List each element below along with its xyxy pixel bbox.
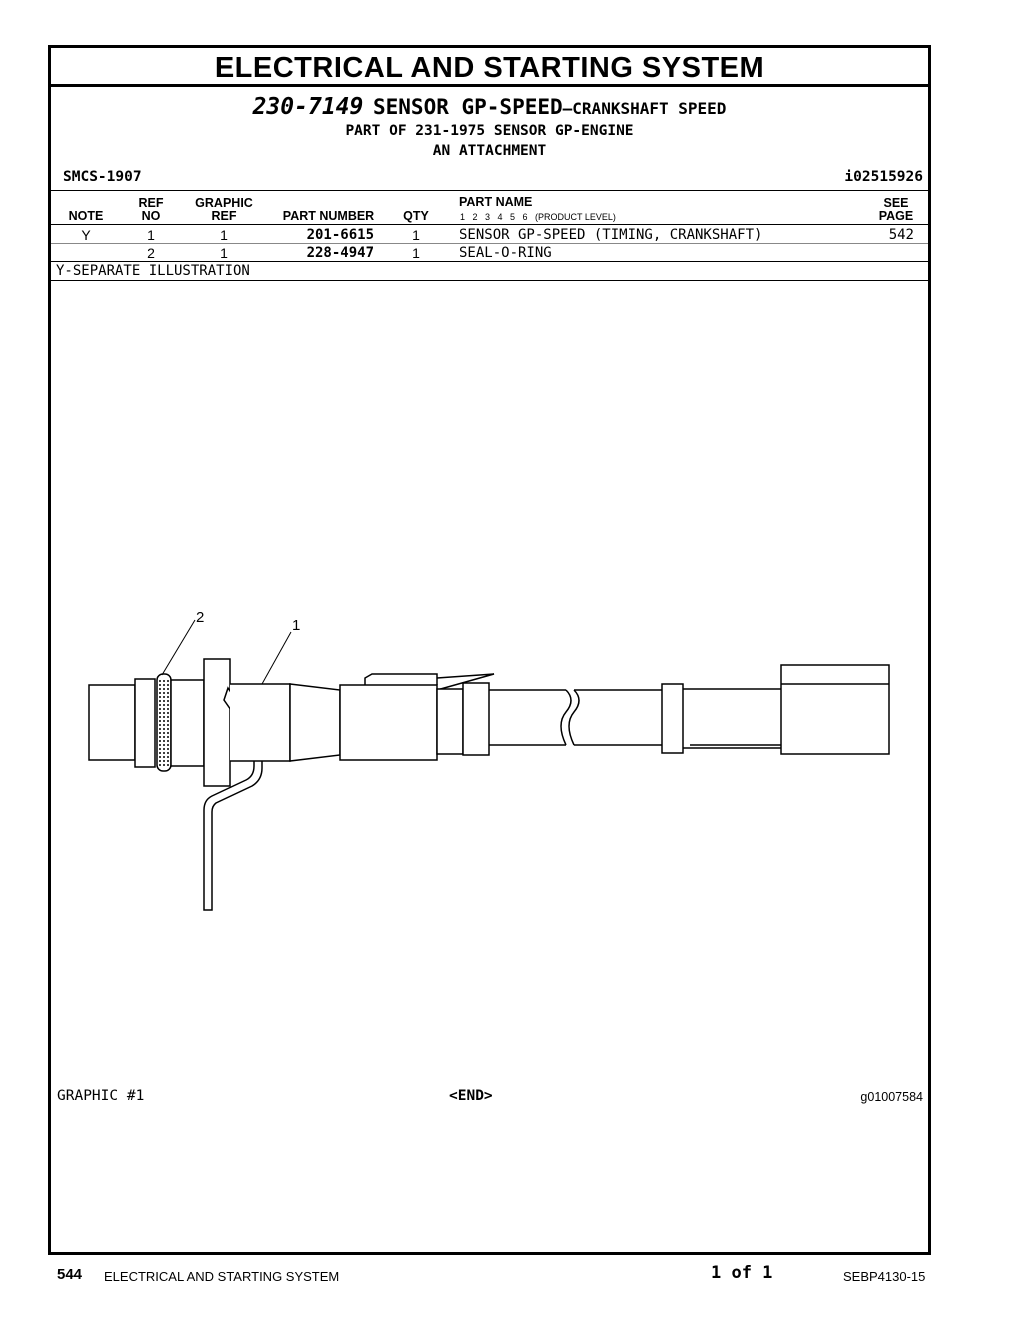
sensor-taper: [290, 684, 340, 761]
row-qty: 1: [412, 245, 420, 261]
callout-leader-2: [162, 620, 195, 675]
footer-doc-code: SEBP4130-15: [843, 1269, 926, 1284]
attachment-line: AN ATTACHMENT: [432, 143, 547, 159]
col-header-ref-no-line1: REF: [138, 196, 164, 210]
footer-page-number: 544: [57, 1266, 83, 1283]
col-header-part-number: PART NUMBER: [282, 209, 375, 223]
cable-section-b: [574, 690, 662, 745]
row-part-name: SEAL-O-RING: [459, 245, 552, 261]
callout-2: 2: [196, 609, 205, 626]
col-header-ref-no-line2: NO: [141, 209, 161, 223]
row-graphic-ref: 1: [220, 227, 228, 243]
sensor-flange: [204, 659, 230, 786]
sensor-tip: [89, 685, 135, 760]
row-part-number: 201-6615: [306, 227, 374, 243]
col-header-see-page-line1: SEE: [883, 196, 909, 210]
sensor-neck: [230, 684, 290, 761]
callout-leader-1: [262, 632, 291, 684]
col-header-product-levels: 1 2 3 4 5 6 (PRODUCT LEVEL): [460, 212, 616, 222]
part-heading-number: 230-7149: [252, 94, 364, 120]
graphic-label: GRAPHIC #1: [57, 1088, 145, 1104]
row-ref-no: 2: [147, 245, 155, 261]
part-heading-name: SENSOR GP-SPEED: [373, 95, 563, 119]
footer-page-of: 1 of 1: [711, 1263, 773, 1283]
sensor-thread-body: [135, 679, 155, 767]
sensor-mid-body: [171, 680, 204, 766]
row-see-page: 542: [888, 227, 914, 243]
col-header-qty: QTY: [403, 209, 429, 223]
row-ref-no: 1: [147, 227, 155, 243]
part-heading-desc: —CRANKSHAFT SPEED: [562, 99, 727, 118]
row-note: Y: [81, 227, 91, 243]
section-title: ELECTRICAL AND STARTING SYSTEM: [214, 52, 765, 84]
footer-section: ELECTRICAL AND STARTING SYSTEM: [104, 1269, 340, 1284]
cable-boot: [437, 689, 463, 754]
smcs-code: SMCS-1907: [63, 169, 142, 185]
row-part-number: 228-4947: [306, 245, 374, 261]
document-id: i02515926: [844, 169, 923, 185]
part-of-line: PART OF 231-1975 SENSOR GP-ENGINE: [345, 123, 634, 139]
cable-clamp: [662, 684, 683, 753]
row-qty: 1: [412, 227, 420, 243]
row-graphic-ref: 1: [220, 245, 228, 261]
graphic-id: g01007584: [860, 1090, 923, 1104]
col-header-graphic-ref-line2: REF: [211, 209, 237, 223]
row-part-name: SENSOR GP-SPEED (TIMING, CRANKSHAFT): [459, 227, 763, 243]
cable-section-a: [489, 690, 566, 745]
col-header-note: NOTE: [68, 209, 104, 223]
callout-1: 1: [292, 617, 301, 634]
note-legend: Y-SEPARATE ILLUSTRATION: [56, 263, 250, 279]
cable-collar: [463, 683, 489, 755]
sensor-main-body: [340, 685, 437, 760]
col-header-see-page-line2: PAGE: [878, 209, 914, 223]
col-header-graphic-ref-line1: GRAPHIC: [195, 196, 253, 210]
end-marker: <END>: [449, 1088, 493, 1104]
col-header-part-name: PART NAME: [459, 195, 533, 209]
connector-housing: [781, 665, 889, 754]
